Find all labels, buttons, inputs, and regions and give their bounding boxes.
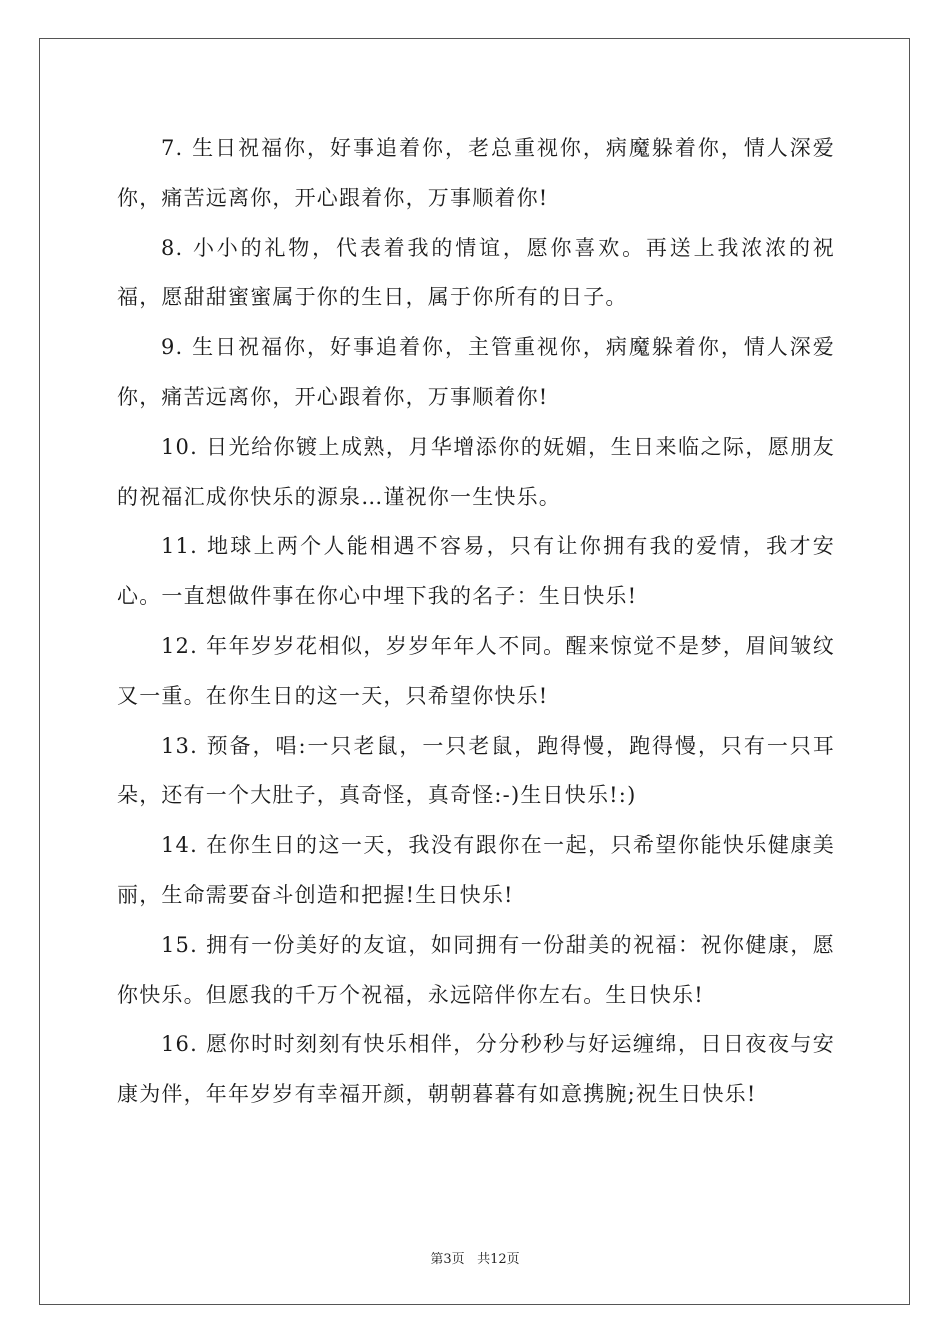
- paragraph-8: 8. 小小的礼物，代表着我的情谊，愿你喜欢。再送上我浓浓的祝福，愿甜甜蜜蜜属于你的生日，属于你所有的日子。: [117, 235, 835, 310]
- paragraph-16: 16. 愿你时时刻刻有快乐相伴，分分秒秒与好运缠绵，日日夜夜与安康为伴，年年岁岁有幸福开颜，朝朝暮暮有如意携腕;祝生日快乐!: [117, 1032, 835, 1107]
- paragraph-7: 7. 生日祝福你，好事追着你，老总重视你，病魔躲着你，情人深爱你，痛苦远离你，开心跟着你，万事顺着你!: [117, 136, 835, 210]
- page-footer: [0, 1248, 950, 1267]
- paragraph-13: 13. 预备，唱:一只老鼠，一只老鼠，跑得慢，跑得慢，只有一只耳朵，还有一个大肚子，真奇怪，真奇怪:-)生日快乐!:): [117, 733, 835, 808]
- paragraph-14: 14. 在你生日的这一天，我没有跟你在一起，只希望你能快乐健康美丽，生命需要奋斗创造和把握!生日快乐!: [117, 833, 835, 907]
- paragraph-9: 9. 生日祝福你，好事追着你，主管重视你，病魔躲着你，情人深爱你，痛苦远离你，开心跟着你，万事顺着你!: [117, 335, 835, 409]
- page-number: 第3页: [430, 1252, 465, 1267]
- paragraph-15: 15. 拥有一份美好的友谊，如同拥有一份甜美的祝福：祝你健康，愿你快乐。但愿我的千万个祝福，永远陪伴你左右。生日快乐!: [117, 932, 835, 1007]
- paragraph-12: 12. 年年岁岁花相似，岁岁年年人不同。醒来惊觉不是梦，眉间皱纹又一重。在你生日的这一天，只希望你快乐!: [117, 633, 835, 708]
- paragraph-10: 10. 日光给你镀上成熟，月华增添你的妩媚，生日来临之际，愿朋友的祝福汇成你快乐的源泉…谨祝你一生快乐。: [117, 434, 835, 509]
- document-body: [117, 124, 835, 1120]
- page-total: 共12页: [477, 1252, 520, 1267]
- paragraph-11: 11. 地球上两个人能相遇不容易，只有让你拥有我的爱情，我才安心。一直想做件事在你心中埋下我的名子：生日快乐!: [117, 534, 835, 609]
